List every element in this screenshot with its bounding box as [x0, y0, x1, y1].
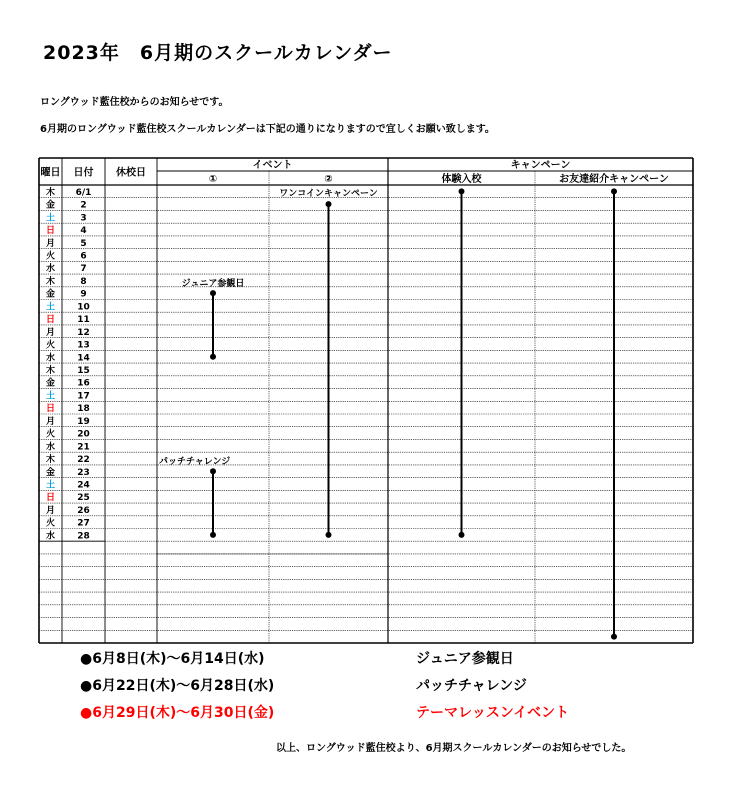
- weekday-cell: 日: [45, 226, 56, 237]
- weekday-cell: 月: [45, 505, 56, 516]
- event-end-dot: [611, 634, 617, 640]
- weekday-cell: 火: [45, 340, 56, 351]
- weekday-cell: 火: [45, 251, 56, 262]
- weekday-cell: 月: [45, 327, 56, 338]
- footer-note: 以上、ロングウッド藍住校より、6月期スクールカレンダーのお知らせでした。: [276, 743, 632, 754]
- event-end-dot: [210, 532, 216, 538]
- weekday-cell: 土: [45, 302, 56, 313]
- header-event-2: ②: [324, 174, 333, 185]
- date-cell: 10: [77, 302, 90, 313]
- date-cell: 6/1: [75, 187, 92, 198]
- weekday-cell: 日: [45, 315, 56, 326]
- header-weekday: 曜日: [40, 167, 61, 179]
- event-start-dot: [326, 201, 332, 207]
- intro-line-1: ロングウッド藍住校からのお知らせです。: [40, 97, 229, 108]
- weekday-cell: 水: [45, 264, 56, 275]
- weekday-cell: 土: [45, 480, 56, 491]
- legend-dates: ●6月29日(木)～6月30日(金): [80, 705, 275, 721]
- date-cell: 14: [77, 353, 90, 364]
- legend-event-name: ジュニア参観日: [416, 651, 514, 667]
- header-campaign: キャンペーン: [510, 160, 571, 171]
- weekday-cell: 月: [45, 238, 56, 249]
- weekday-cell: 木: [45, 187, 56, 198]
- date-cell: 22: [77, 455, 90, 466]
- weekday-cell: 水: [45, 531, 56, 542]
- weekday-cell: 日: [45, 493, 56, 504]
- header-closed-day: 休校日: [116, 167, 146, 179]
- header-event-1: ①: [208, 174, 218, 185]
- date-cell: 18: [77, 404, 90, 415]
- event-start-dot: [611, 188, 617, 194]
- date-cell: 12: [77, 327, 90, 338]
- weekday-cell: 金: [45, 467, 56, 478]
- date-cell: 8: [80, 276, 87, 287]
- weekday-cell: 木: [45, 276, 56, 287]
- date-cell: 26: [77, 505, 90, 516]
- date-cell: 11: [77, 315, 90, 326]
- date-cell: 28: [77, 531, 90, 542]
- event-end-dot: [459, 532, 465, 538]
- event-label: ワンコインキャンペーン: [279, 189, 378, 200]
- weekday-cell: 日: [45, 404, 56, 415]
- weekday-cell: 水: [45, 442, 56, 453]
- date-cell: 17: [77, 391, 90, 402]
- weekday-cell: 火: [45, 429, 56, 440]
- event-end-dot: [326, 532, 332, 538]
- date-cell: 9: [80, 289, 87, 300]
- date-cell: 27: [77, 518, 90, 529]
- date-cell: 23: [77, 467, 90, 478]
- date-cell: 15: [77, 365, 90, 376]
- date-cell: 3: [80, 213, 87, 224]
- weekday-cell: 土: [45, 213, 56, 224]
- legend-dates: ●6月8日(木)～6月14日(水): [80, 651, 265, 667]
- header-event: イベント: [252, 160, 293, 171]
- event-label: ジュニア参観日: [181, 278, 245, 289]
- legend-event-name: パッチチャレンジ: [416, 678, 527, 694]
- date-cell: 2: [80, 200, 87, 211]
- date-cell: 24: [77, 480, 90, 491]
- date-cell: 5: [80, 238, 87, 249]
- date-cell: 16: [77, 378, 90, 389]
- event-start-dot: [210, 468, 216, 474]
- weekday-cell: 木: [45, 365, 56, 376]
- intro-line-2: 6月期のロングウッド藍住校スクールカレンダーは下記の通りになりますので宜しくお願い致します。: [40, 124, 495, 135]
- header-trial: 体験入校: [441, 174, 482, 185]
- legend-event-name: テーマレッスンイベント: [416, 705, 570, 721]
- weekday-cell: 木: [45, 455, 56, 466]
- date-cell: 25: [77, 493, 90, 504]
- date-cell: 4: [80, 226, 87, 237]
- date-cell: 13: [77, 340, 90, 351]
- weekday-cell: 金: [45, 289, 56, 300]
- event-start-dot: [210, 290, 216, 296]
- weekday-cell: 土: [45, 391, 56, 402]
- date-cell: 6: [80, 251, 87, 262]
- header-referral: お友達紹介キャンペーン: [559, 174, 669, 185]
- date-cell: 21: [77, 442, 90, 453]
- weekday-cell: 月: [45, 416, 56, 427]
- header-date: 日付: [73, 167, 94, 179]
- date-cell: 20: [77, 429, 90, 440]
- weekday-cell: 金: [45, 200, 56, 211]
- date-cell: 7: [80, 264, 87, 275]
- weekday-cell: 火: [45, 518, 56, 529]
- weekday-cell: 水: [45, 353, 56, 364]
- event-label: パッチチャレンジ: [159, 456, 231, 467]
- event-end-dot: [210, 354, 216, 360]
- page-title: 2023年 6月期のスクールカレンダー: [43, 42, 393, 64]
- weekday-cell: 金: [45, 378, 56, 389]
- legend-dates: ●6月22日(木)～6月28日(水): [80, 678, 275, 694]
- event-start-dot: [459, 188, 465, 194]
- date-cell: 19: [77, 416, 90, 427]
